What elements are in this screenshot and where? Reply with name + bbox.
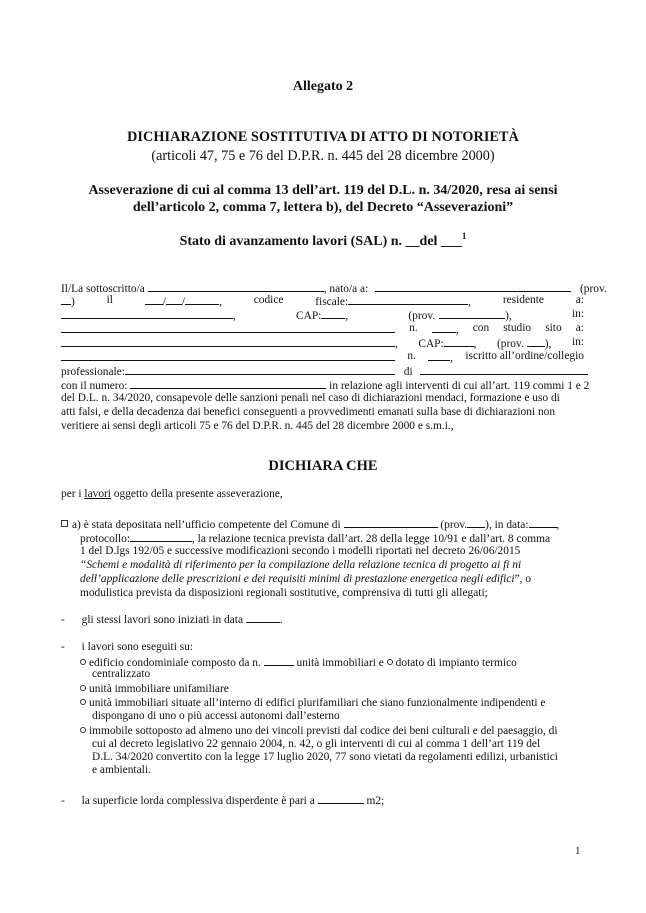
- field-anno[interactable]: [185, 294, 219, 305]
- text-comma: ,: [219, 296, 222, 308]
- radio-icon[interactable]: [80, 685, 86, 691]
- item-surface-line: [61, 793, 584, 808]
- text-relazione: in relazione agli interventi di cui all’art. 119 commi 1 e 2: [329, 380, 590, 392]
- field-civico[interactable]: [432, 322, 456, 333]
- item-a-line-1: [61, 517, 584, 532]
- option-text: unità immobiliari e: [296, 657, 384, 669]
- dash: -: [61, 641, 65, 653]
- field-numero-iscrizione[interactable]: [130, 378, 326, 389]
- label-sito: sito: [545, 322, 562, 334]
- intro-lavori: lavori: [84, 488, 111, 500]
- radio-icon[interactable]: [80, 727, 86, 733]
- page-number: 1: [575, 845, 581, 857]
- item-a-text: a) è stata depositata nell’ufficio competente del Comune di: [72, 519, 341, 531]
- label-in: in:: [571, 336, 584, 348]
- label-il: il: [106, 294, 113, 306]
- sal-heading: [0, 231, 646, 250]
- form-line-4: [61, 322, 584, 337]
- item-surface-unit: m2;: [366, 795, 385, 807]
- field-num-unita[interactable]: [264, 655, 294, 666]
- form-line-5: [61, 336, 584, 351]
- field-data-inizio[interactable]: [246, 612, 280, 623]
- form-line-7: [61, 364, 584, 379]
- document-subtitle: (articoli 47, 75 e 76 del D.P.R. n. 445 del 28 dicembre 2000): [151, 148, 495, 164]
- field-giorno[interactable]: [145, 294, 163, 305]
- label-protocollo: protocollo:: [80, 533, 130, 545]
- form-line-2: [61, 294, 584, 309]
- label-cap: CAP:: [296, 310, 322, 322]
- label-nato: , nato/a a:: [323, 283, 369, 295]
- label-n: n.: [407, 350, 416, 362]
- text-comma: ,: [345, 310, 349, 322]
- field-codice-fiscale[interactable]: [348, 294, 468, 305]
- item-exec-intro: [61, 641, 584, 654]
- text-comma: ,: [455, 324, 459, 336]
- label-con-il-numero: con il numero:: [61, 380, 128, 392]
- label-data: ), in data:: [485, 519, 529, 531]
- radio-icon[interactable]: [80, 659, 86, 665]
- form-line-10: atti falsi, e della decadenza dai benefici conseguenti a provvedimenti emanati sulla base di dichiarazioni non: [61, 406, 556, 418]
- field-superficie[interactable]: [318, 793, 364, 804]
- label-prov: (prov.: [440, 519, 468, 531]
- field-data-deposito[interactable]: [529, 517, 557, 528]
- option-text: unità immobiliare unifamiliare: [89, 683, 229, 695]
- label-a: a:: [575, 322, 584, 334]
- dash: -: [61, 614, 65, 626]
- label-in: in:: [571, 308, 584, 320]
- label-a: a:: [575, 294, 584, 306]
- option-text: dotato di impianto termico: [395, 657, 517, 669]
- label-residente: residente: [502, 294, 544, 306]
- item-a-text: , la relazione tecnica prevista dall’art. 28 della legge 10/91 e dall’art. 8 comma: [191, 533, 550, 545]
- form-line-11: veritiere ai sensi degli articoli 75 e 76 del D.P.R. n. 445 del 28 dicembre 2000 e s.m.i.,: [61, 420, 454, 432]
- radio-icon[interactable]: [387, 659, 393, 665]
- item-a-italic: dell’applicazione delle prescrizioni e dei requisiti minimi di prestazione energetica negli edifici: [80, 573, 515, 585]
- option-plurifamiliari: [80, 697, 584, 710]
- field-prov-nascita[interactable]: [61, 294, 71, 305]
- item-a-line-6: modulistica prevista da disposizioni regionali sostitutive, comprensiva di tutti gli allegati;: [80, 587, 488, 599]
- option-condominiale-cont: centralizzato: [92, 668, 151, 680]
- option-text: unità immobiliari situate all’interno di edifici plurifamiliari che siano funzionalmente indipendenti e: [89, 697, 546, 709]
- field-nome[interactable]: [148, 281, 324, 292]
- form-line-3: [61, 308, 584, 323]
- form-line-6: [61, 350, 584, 365]
- field-studio-civico[interactable]: [428, 350, 450, 361]
- text-comma: ,: [473, 338, 477, 350]
- label-cap: CAP:: [418, 338, 444, 350]
- field-ordine[interactable]: [125, 364, 395, 375]
- field-cap[interactable]: [321, 308, 345, 319]
- label-n: n.: [409, 322, 418, 334]
- form-line-9: del D.L. n. 34/2020, consapevole delle sanzioni penali nel caso di dichiarazioni mendaci, formazione e uso di: [61, 392, 560, 404]
- item-a-line-4: [80, 559, 584, 572]
- label-codice: codice: [253, 294, 284, 306]
- option-plurifamiliari-cont: dispongano di uno o più accessi autonomi dall’esterno: [92, 710, 340, 722]
- text-comma: ,: [556, 519, 560, 531]
- text-period: .: [279, 614, 283, 626]
- label-sottoscritto: Il/La sottoscritto/a: [61, 283, 145, 295]
- field-prov-deposito[interactable]: [467, 517, 485, 528]
- asseverazione-line-2: dell’articolo 2, comma 7, lettera b), del Decreto “Asseverazioni”: [132, 200, 514, 215]
- text-slash-2: /: [181, 296, 186, 308]
- text-comma: ,: [233, 310, 236, 322]
- option-vincolato-cont-3: e ambientali.: [92, 764, 151, 776]
- text-paren: ): [71, 296, 75, 308]
- field-indirizzo[interactable]: [61, 322, 395, 333]
- option-vincolato-cont-1: cui al decreto legislativo 22 gennaio 2004, n. 42, o gli interventi di cui al comma 1 dell’art 119 del: [92, 738, 541, 750]
- label-prov: (prov.: [497, 338, 524, 350]
- option-vincolato: [80, 725, 584, 738]
- sal-footnote-marker: 1: [461, 231, 467, 241]
- option-text: edificio condominiale composto da n.: [89, 657, 261, 669]
- option-unifamiliare: [80, 683, 584, 696]
- field-ordine-sede[interactable]: [420, 364, 588, 375]
- text-paren: ),: [544, 338, 552, 350]
- text-slash-1: /: [162, 296, 166, 308]
- item-start-text: gli stessi lavori sono iniziati in data: [81, 614, 243, 626]
- label-fiscale: fiscale:: [315, 296, 349, 308]
- label-iscritto: iscritto all’ordine/collegio: [465, 350, 584, 362]
- field-residenza-comune[interactable]: [61, 308, 233, 319]
- item-a-line-2: [80, 531, 584, 546]
- text-comma: ,: [450, 352, 454, 364]
- form-line-8: [61, 378, 590, 393]
- checkbox-icon[interactable]: [61, 520, 68, 527]
- field-protocollo[interactable]: [130, 531, 192, 542]
- label-di: di: [403, 366, 413, 378]
- label-professionale: professionale:: [61, 366, 125, 378]
- item-start-line: [61, 612, 584, 627]
- intro-post: oggetto della presente asseverazione,: [110, 488, 283, 500]
- item-a-italic: “Schemi e modalità di riferimento per la compilazione della relazione tecnica di progetto ai fi ni: [80, 559, 522, 571]
- field-studio-prov[interactable]: [527, 336, 545, 347]
- label-prov: (prov.: [580, 283, 607, 295]
- dash: -: [61, 795, 65, 807]
- sal-text: Stato di avanzamento lavori (SAL) n. __del ___: [179, 234, 462, 249]
- option-text: immobile sottoposto ad almeno uno dei vincoli previsti dal codice dei beni culturali e del paesaggio, di: [89, 725, 558, 737]
- option-vincolato-cont-2: D.L. 34/2020 convertito con la legge 17 luglio 2020, 77 sono vietati da regolamenti edilizi, urbanistici: [92, 751, 558, 763]
- item-surface-text: la superficie lorda complessiva disperdente è pari a: [81, 795, 315, 807]
- field-studio-cap[interactable]: [444, 336, 474, 347]
- radio-icon[interactable]: [80, 699, 86, 705]
- label-prov: (prov.: [408, 310, 436, 322]
- allegato-label: Allegato 2: [292, 79, 354, 94]
- label-con: con: [472, 322, 490, 334]
- field-mese[interactable]: [166, 294, 182, 305]
- item-exec-intro-text: i lavori sono eseguiti su:: [81, 641, 194, 653]
- label-studio: studio: [503, 322, 532, 334]
- field-prov[interactable]: [439, 308, 505, 319]
- dichiara-heading: DICHIARA CHE: [268, 458, 378, 474]
- dichiara-intro: [61, 488, 283, 501]
- text-comma: ,: [395, 338, 398, 350]
- document-title: DICHIARAZIONE SOSTITUTIVA DI ATTO DI NOTORIETÀ: [127, 129, 519, 145]
- item-a-line-3: 1 del D.lgs 192/05 e successive modificazioni secondo i modelli riportati nel decreto 26/06/2015: [80, 545, 521, 557]
- field-luogo-nascita[interactable]: [375, 281, 571, 292]
- item-a-line-5: [80, 573, 584, 586]
- item-a-text: ”, o: [514, 573, 532, 585]
- asseverazione-line-1: Asseverazione di cui al comma 13 dell’art. 119 del D.L. n. 34/2020, resa ai sensi: [88, 183, 558, 198]
- text-comma: ,: [468, 296, 472, 308]
- intro-pre: per i: [61, 488, 85, 500]
- text-paren: ),: [505, 310, 512, 322]
- field-studio-indirizzo[interactable]: [61, 350, 395, 361]
- field-studio-comune[interactable]: [61, 336, 395, 347]
- field-comune-deposito[interactable]: [344, 517, 438, 528]
